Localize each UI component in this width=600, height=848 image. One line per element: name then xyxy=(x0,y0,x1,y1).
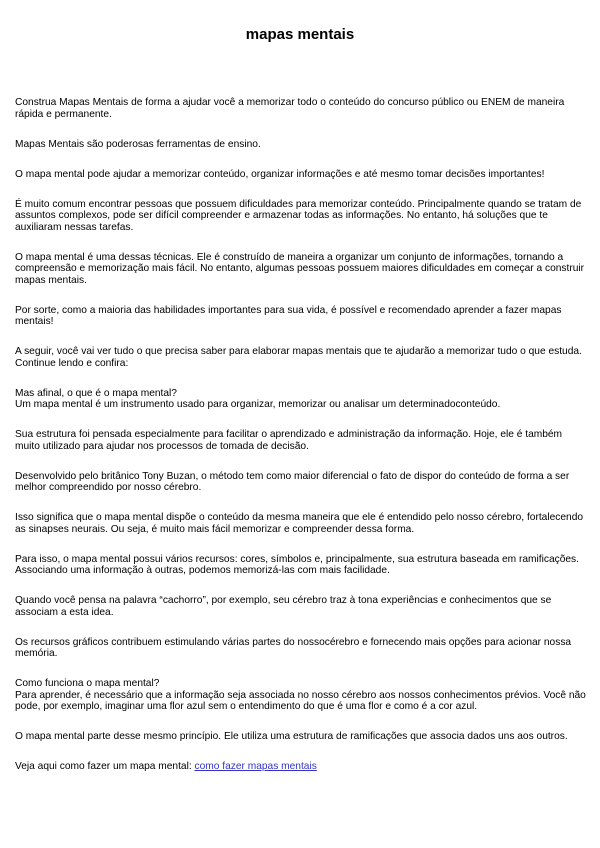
section-heading-what-is: Mas afinal, o que é o mapa mental? xyxy=(15,387,177,399)
paragraph-section1-2: Sua estrutura foi pensada especialmente para facilitar o aprendizado e administração da informação. Hoje, ele é também muito utilizado para ajudar nos processos de tomada de decisão. xyxy=(15,429,563,452)
paragraph-section2-1: Para aprender, é necessário que a informação seja associada no nosso cérebro aos nossos conhecimentos prévios. Você não pode, por exemplo, imaginar uma flor azul sem o entendimento do que é uma flor e como é a cor azul. xyxy=(15,689,586,712)
paragraph-section2-2: O mapa mental parte desse mesmo princípio. Ele utiliza uma estrutura de ramificações que associa dados uns aos outros. xyxy=(15,731,568,742)
paragraph-intro-2: Mapas Mentais são poderosas ferramentas de ensino. xyxy=(15,138,261,150)
paragraph-closing xyxy=(15,761,587,773)
document-body xyxy=(15,97,587,791)
paragraph-intro-7: A seguir, você vai ver tudo o que precisa saber para elaborar mapas mentais que te ajudarão a memorizar tudo o que estuda. Continue lendo e confira: xyxy=(15,346,582,369)
paragraph-intro-1: Construa Mapas Mentais de forma a ajudar você a memorizar todo o conteúdo do concurso público ou ENEM de maneira rápida e permanente. xyxy=(15,97,565,120)
closing-text: Veja aqui como fazer um mapa mental: xyxy=(15,761,195,772)
paragraph-intro-6: Por sorte, como a maioria das habilidades importantes para sua vida, é possível e recomendado aprender a fazer mapas mentais! xyxy=(15,304,562,327)
paragraph-section1-6: Quando você pensa na palavra “cachorro”, por exemplo, seu cérebro traz à tona experiências e conhecimentos que se associam a esta idea. xyxy=(15,595,552,618)
how-to-make-mind-maps-link[interactable]: como fazer mapas mentais xyxy=(194,761,317,772)
section-heading-how-it-works: Como funciona o mapa mental? xyxy=(15,678,160,689)
paragraph-section1-3: Desenvolvido pelo britânico Tony Buzan, o método tem como maior diferencial o fato de dispor do conteúdo de forma a ser melhor compreendido por nosso cérebro. xyxy=(15,470,570,493)
paragraph-section1-4: Isso significa que o mapa mental dispõe o conteúdo da mesma maneira que ele é entendido pelo nosso cérebro, fortalecendo as sinapses neurais. Ou seja, é muito mais fácil memorizar e compreender dessa forma. xyxy=(15,512,584,535)
paragraph-intro-5: O mapa mental é uma dessas técnicas. Ele é construído de maneira a organizar um conjunto de informações, tornando a compreensão e memorização mais fácil. No entanto, algumas pessoas possuem maiores dificuldades em começar a construir mapas mentais. xyxy=(15,251,585,286)
page-title: mapas mentais xyxy=(245,26,355,43)
paragraph-section1-7: Os recursos gráficos contribuem estimulando várias partes do nossocérebro e fornecendo mais opções para acionar nossa memória. xyxy=(15,636,572,659)
paragraph-intro-3: O mapa mental pode ajudar a memorizar conteúdo, organizar informações e até mesmo tomar decisões importantes! xyxy=(15,168,545,180)
paragraph-section1-5: Para isso, o mapa mental possui vários recursos: cores, símbolos e, principalmente, sua estrutura baseada em ramificações. Associando uma informação à outras, podemos memorizá-las com mais facilidade. xyxy=(15,553,579,576)
paragraph-intro-4: É muito comum encontrar pessoas que possuem dificuldades para memorizar conteúdo. Principalmente quando se tratam de assuntos complexos, pode ser difícil compreender e armazenar todas as informações. No entanto, há soluções que te auxiliaram nessas tarefas. xyxy=(15,198,582,233)
paragraph-section1-1: Um mapa mental é um instrumento usado para organizar, memorizar ou analisar um determinadoconteúdo. xyxy=(15,399,501,410)
